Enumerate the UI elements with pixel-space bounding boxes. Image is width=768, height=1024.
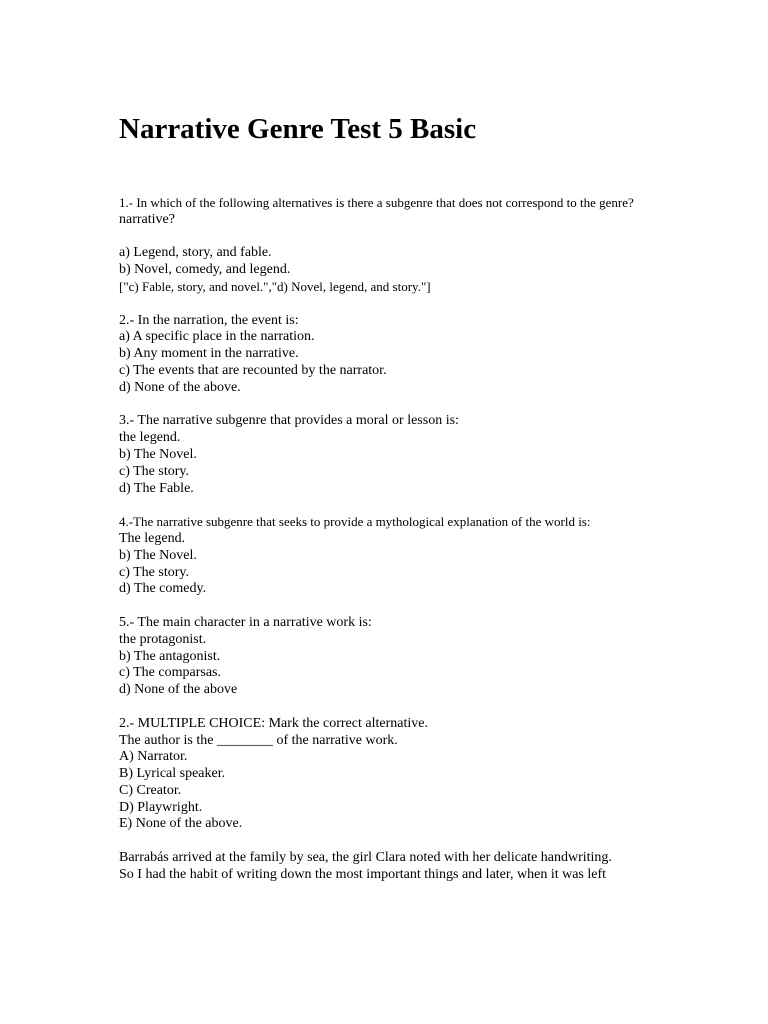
multiple-choice-section: [119, 716, 739, 834]
multiple-choice-option: A) Narrator.: [119, 749, 188, 765]
question-3-option: the legend.: [119, 430, 181, 446]
reading-passage: [119, 850, 739, 884]
spacer: [119, 598, 739, 615]
question-3-option: d) The Fable.: [119, 480, 194, 496]
multiple-choice-option: C) Creator.: [119, 782, 182, 798]
passage-line: Barrabás arrived at the family by sea, the girl Clara noted with her delicate handwriting.: [119, 850, 612, 866]
question-2-prompt: 2.- In the narration, the event is:: [119, 312, 299, 328]
question-5-option: b) The antagonist.: [119, 648, 221, 664]
question-5-option: the protagonist.: [119, 631, 207, 647]
question-5-option: c) The comparsas.: [119, 665, 221, 681]
question-1: [119, 195, 739, 296]
question-2-option: b) Any moment in the narrative.: [119, 346, 299, 362]
spacer: [119, 497, 739, 514]
question-2: [119, 313, 739, 397]
question-4-option: b) The Novel.: [119, 547, 197, 563]
question-1-option: b) Novel, comedy, and legend.: [119, 262, 291, 278]
multiple-choice-heading: 2.- MULTIPLE CHOICE: Mark the correct alternative.: [119, 715, 428, 731]
document-body: [119, 195, 739, 884]
question-3: [119, 413, 739, 497]
question-2-option: c) The events that are recounted by the narrator.: [119, 362, 387, 378]
question-2-option: d) None of the above.: [119, 379, 241, 395]
question-5: [119, 615, 739, 699]
question-4-option: The legend.: [119, 530, 186, 546]
multiple-choice-option: D) Playwright.: [119, 799, 203, 815]
question-2-option: a) A specific place in the narration.: [119, 329, 315, 345]
question-3-option: b) The Novel.: [119, 446, 197, 462]
question-4-option: d) The comedy.: [119, 581, 207, 597]
question-1-prompt-continued: narrative?: [119, 211, 175, 227]
passage-line: So I had the habit of writing down the most important things and later, when it was left: [119, 866, 607, 882]
question-3-prompt: 3.- The narrative subgenre that provides a moral or lesson is:: [119, 413, 459, 429]
question-5-option: d) None of the above: [119, 682, 238, 698]
spacer: [119, 833, 739, 850]
spacer: [119, 296, 739, 313]
multiple-choice-option: E) None of the above.: [119, 816, 243, 832]
question-1-option: ["c) Fable, story, and novel.","d) Novel, legend, and story."]: [119, 278, 431, 294]
question-4-prompt: 4.-The narrative subgenre that seeks to provide a mythological explanation of the world is:: [119, 514, 591, 530]
document-title: Narrative Genre Test 5 Basic: [119, 113, 477, 145]
question-4-option: c) The story.: [119, 564, 189, 580]
spacer: [119, 229, 739, 246]
question-1-prompt: 1.- In which of the following alternatives is there a subgenre that does not correspond to the genre?: [119, 195, 634, 210]
spacer: [119, 397, 739, 414]
spacer: [119, 699, 739, 716]
multiple-choice-option: B) Lyrical speaker.: [119, 766, 226, 782]
question-5-prompt: 5.- The main character in a narrative work is:: [119, 614, 372, 630]
question-3-option: c) The story.: [119, 463, 189, 479]
multiple-choice-prompt: The author is the ________ of the narrative work.: [119, 732, 398, 748]
question-1-option: a) Legend, story, and fable.: [119, 245, 272, 261]
question-4: [119, 514, 739, 598]
